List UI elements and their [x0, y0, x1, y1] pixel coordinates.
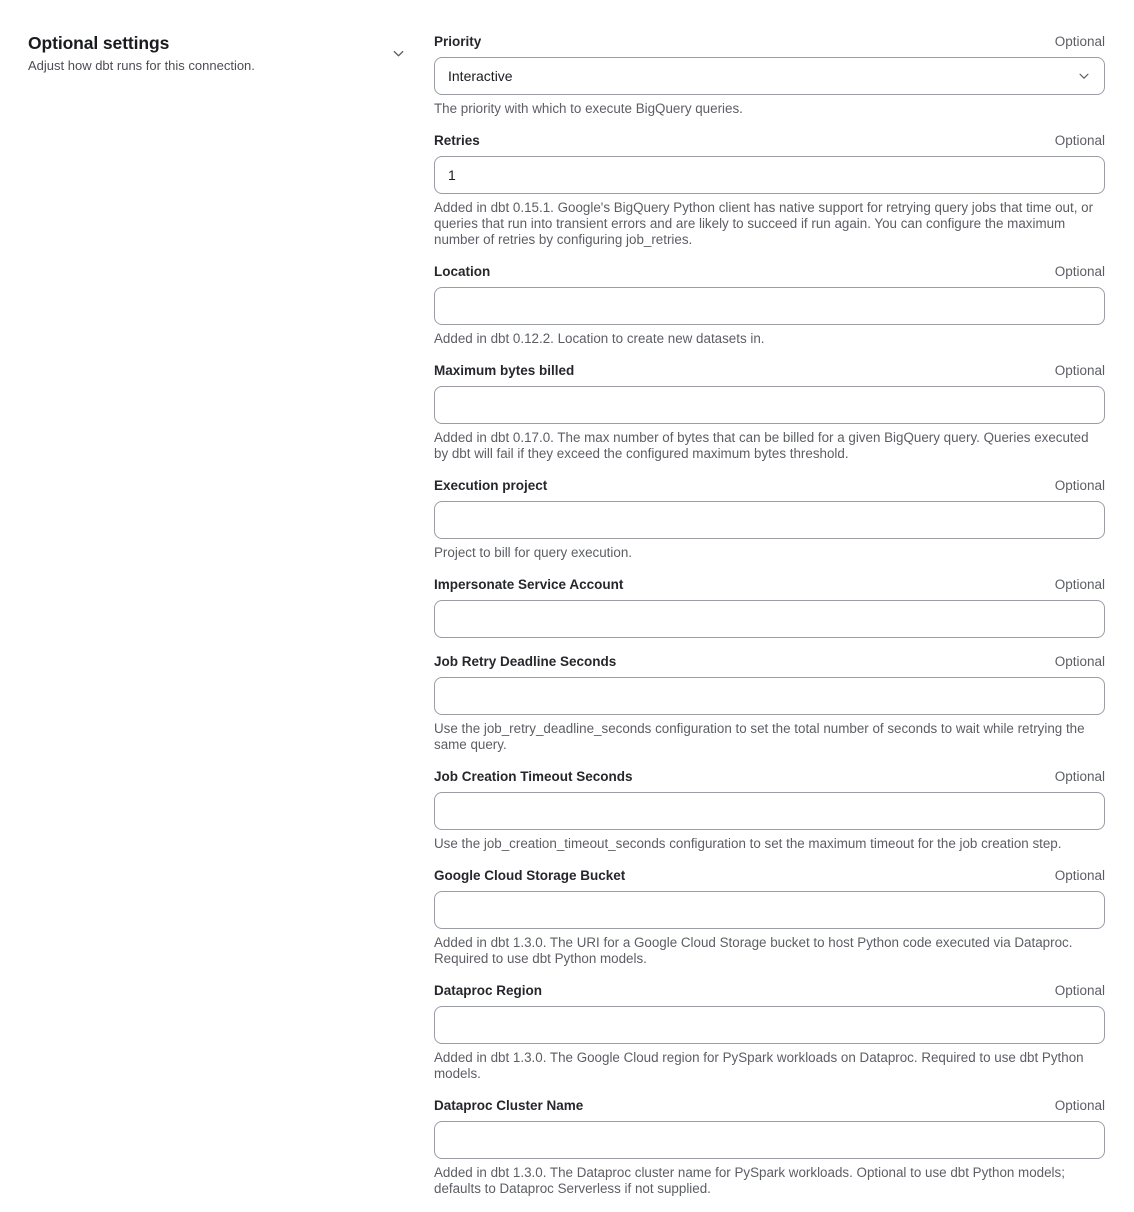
- location-input[interactable]: [434, 287, 1105, 325]
- field-label-row: [434, 132, 1105, 149]
- field-label: Maximum bytes billed: [434, 363, 575, 378]
- field-label: Impersonate Service Account: [434, 577, 624, 592]
- form-field-dataproc-cluster-name: [434, 1097, 1105, 1197]
- field-label-row: [434, 867, 1105, 884]
- field-label-row: [434, 1097, 1105, 1114]
- job-creation-timeout-seconds-input[interactable]: [434, 792, 1105, 830]
- select-value: Interactive: [448, 68, 513, 84]
- field-help: Use the job_creation_timeout_seconds configuration to set the maximum timeout for the job creation step.: [434, 836, 1062, 851]
- field-label: Location: [434, 264, 491, 279]
- maximum-bytes-billed-input[interactable]: [434, 386, 1105, 424]
- optional-badge: Optional: [1054, 577, 1105, 592]
- form-field-dataproc-region: [434, 982, 1105, 1082]
- retries-input[interactable]: [434, 156, 1105, 194]
- form-field-priority: [434, 33, 1105, 117]
- field-help: Added in dbt 0.12.2. Location to create new datasets in.: [434, 331, 765, 346]
- form-field-location: [434, 263, 1105, 347]
- field-label-row: [434, 576, 1105, 593]
- optional-badge: Optional: [1054, 769, 1105, 784]
- job-retry-deadline-seconds-input[interactable]: [434, 677, 1105, 715]
- optional-badge: Optional: [1054, 363, 1105, 378]
- dataproc-cluster-name-input[interactable]: [434, 1121, 1105, 1159]
- field-label: Dataproc Region: [434, 983, 543, 998]
- optional-badge: Optional: [1054, 34, 1105, 49]
- optional-badge: Optional: [1054, 868, 1105, 883]
- field-label: Dataproc Cluster Name: [434, 1098, 584, 1113]
- form-field-impersonate-service-account: [434, 576, 1105, 638]
- chevron-down-icon: [1077, 69, 1091, 83]
- optional-badge: Optional: [1054, 1098, 1105, 1113]
- chevron-down-icon: [391, 46, 406, 61]
- field-help: Added in dbt 1.3.0. The Google Cloud region for PySpark workloads on Dataproc. Required to use dbt Python models.: [434, 1050, 1084, 1081]
- field-label: Google Cloud Storage Bucket: [434, 868, 626, 883]
- section-header-text: [28, 33, 255, 74]
- field-help: Added in dbt 0.17.0. The max number of bytes that can be billed for a given BigQuery query. Queries executed by dbt will fail if they exceed the configured maximum bytes threshold.: [434, 430, 1089, 461]
- optional-badge: Optional: [1054, 654, 1105, 669]
- field-help: Added in dbt 1.3.0. The URI for a Google Cloud Storage bucket to host Python code executed via Dataproc. Required to use dbt Python models.: [434, 935, 1073, 966]
- form-field-job-creation-timeout-seconds: [434, 768, 1105, 852]
- impersonate-service-account-input[interactable]: [434, 600, 1105, 638]
- field-help: Added in dbt 1.3.0. The Dataproc cluster name for PySpark workloads. Optional to use dbt Python models; defaults to Dataproc Serverless if not supplied.: [434, 1165, 1065, 1196]
- settings-form: [434, 33, 1105, 1212]
- optional-badge: Optional: [1054, 983, 1105, 998]
- field-label: Retries: [434, 133, 480, 148]
- form-field-google-cloud-storage-bucket: [434, 867, 1105, 967]
- field-help: The priority with which to execute BigQuery queries.: [434, 101, 743, 116]
- optional-badge: Optional: [1054, 264, 1105, 279]
- field-label-row: [434, 477, 1105, 494]
- execution-project-input[interactable]: [434, 501, 1105, 539]
- field-label: Execution project: [434, 478, 548, 493]
- priority-select[interactable]: [434, 57, 1105, 95]
- section-header: [28, 33, 406, 74]
- google-cloud-storage-bucket-input[interactable]: [434, 891, 1105, 929]
- field-label-row: [434, 653, 1105, 670]
- field-help: Project to bill for query execution.: [434, 545, 632, 560]
- section-collapse-button[interactable]: [391, 46, 406, 61]
- optional-badge: Optional: [1054, 478, 1105, 493]
- field-label-row: [434, 768, 1105, 785]
- field-label: Job Creation Timeout Seconds: [434, 769, 633, 784]
- section-title: Optional settings: [28, 33, 170, 53]
- field-label-row: [434, 263, 1105, 280]
- field-label-row: [434, 33, 1105, 50]
- form-field-retries: [434, 132, 1105, 248]
- form-field-execution-project: [434, 477, 1105, 561]
- field-label-row: [434, 982, 1105, 999]
- field-label: Job Retry Deadline Seconds: [434, 654, 617, 669]
- field-label: Priority: [434, 34, 482, 49]
- field-help: Added in dbt 0.15.1. Google's BigQuery Python client has native support for retrying query jobs that time out, or queries that run into transient errors and are likely to succeed if run again. You can configure the maximum number of retries by configuring job_retries.: [434, 200, 1094, 247]
- field-label-row: [434, 362, 1105, 379]
- dataproc-region-input[interactable]: [434, 1006, 1105, 1044]
- form-field-job-retry-deadline-seconds: [434, 653, 1105, 753]
- field-help: Use the job_retry_deadline_seconds configuration to set the total number of seconds to wait while retrying the same query.: [434, 721, 1085, 752]
- section-description: Adjust how dbt runs for this connection.: [28, 58, 255, 73]
- optional-badge: Optional: [1054, 133, 1105, 148]
- form-field-maximum-bytes-billed: [434, 362, 1105, 462]
